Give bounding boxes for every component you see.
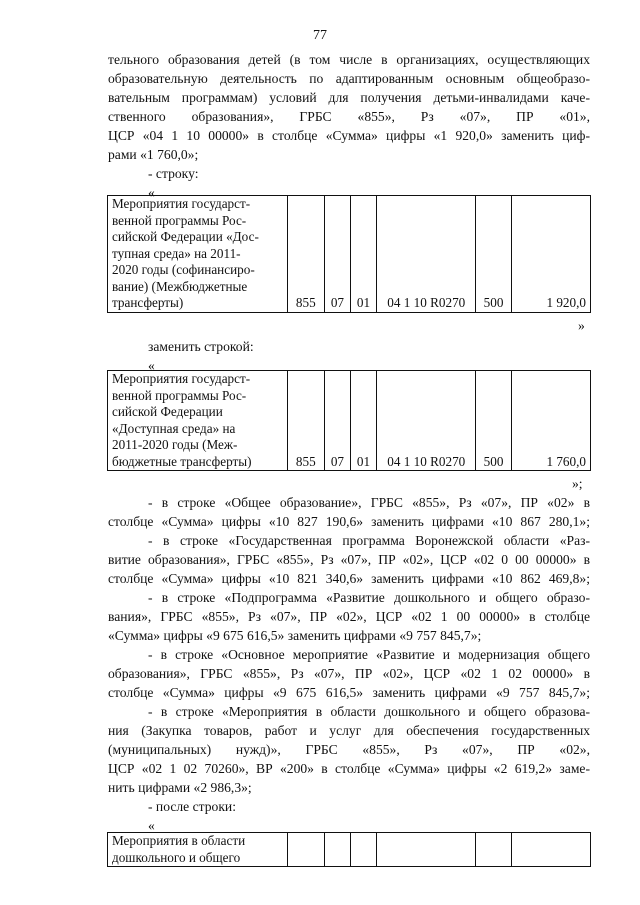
paragraph-line: вательным программам) условий для получения детьми-инвалидами каче- [108, 90, 590, 105]
paragraph-line: столбце «Сумма» цифры «10 821 340,6» заменить цифрами «10 862 469,8»; [108, 571, 590, 586]
table-cell-csr [377, 833, 476, 867]
paragraph-line: - в строке «Государственная программа Воронежской области «Раз- [148, 533, 590, 548]
paragraph-line: вания», ГРБС «855», Рз «07», ПР «02», ЦСР «02 1 00 00000» в столбце [108, 609, 590, 624]
paragraph-line: витие образования», ГРБС «855», Рз «07», ПР «02», ЦСР «02 0 00 00000» в [108, 552, 590, 567]
table-cell-vr: 500 [476, 196, 511, 313]
replace-label: заменить строкой: [148, 339, 254, 354]
row-label: - строку: [148, 166, 199, 181]
table-cell-rz: 07 [324, 196, 350, 313]
table-cell-name: Мероприятия в области дошкольного и общего [108, 833, 288, 867]
paragraph-line: тельного образования детей (в том числе в организациях, осуществляющих [108, 52, 590, 67]
open-quote: « [148, 185, 155, 200]
paragraph-line: рами «1 760,0»; [108, 147, 199, 162]
paragraph-line: столбце «Сумма» цифры «9 675 616,5» заменить цифрами «9 757 845,7»; [108, 685, 590, 700]
paragraph-line: нить цифрами «2 986,3»; [108, 780, 252, 795]
close-quote: »; [572, 476, 583, 491]
paragraph-line: - в строке «Подпрограмма «Развитие дошкольного и общего образо- [148, 590, 590, 605]
table-cell-sum: 1 920,0 [511, 196, 590, 313]
paragraph-line: ния (Закупка товаров, работ и услуг для обеспечения государственных [108, 723, 590, 738]
table-cell-csr: 04 1 10 R0270 [377, 196, 476, 313]
paragraph-line: - в строке «Основное мероприятие «Развитие и модернизация общего [148, 647, 590, 662]
table-cell-grbs: 855 [287, 196, 324, 313]
open-quote: « [148, 818, 155, 833]
after-label: - после строки: [148, 799, 236, 814]
paragraph-line: ЦСР «04 1 10 00000» в столбце «Сумма» цифры «1 920,0» заменить циф- [108, 128, 590, 143]
table-cell-sum [511, 833, 590, 867]
paragraph-line: - в строке «Мероприятия в области дошкольного и общего образова- [148, 704, 590, 719]
budget-table-old [107, 195, 591, 313]
paragraph-line: образования», ГРБС «855», Рз «07», ПР «02», ЦСР «02 1 02 00000» в [108, 666, 590, 681]
table-cell-name: Мероприятия государст- венной программы Рос- сийской Федерации «Дос- тупная среда» на 2011- 2020 годы (софинансиро- вание) (Межбюджетные трансферты) [108, 196, 288, 313]
table-cell-rz [324, 833, 350, 867]
paragraph-line: столбце «Сумма» цифры «10 827 190,6» заменить цифрами «10 867 280,1»; [108, 514, 590, 529]
table-cell-rz: 07 [324, 371, 350, 471]
close-quote: » [578, 318, 585, 333]
paragraph-line: (муниципальных) нужд)», ГРБС «855», Рз «07», ПР «02», [108, 742, 590, 757]
table-cell-name: Мероприятия государст- венной программы Рос- сийской Федерации «Доступная среда» на 2011-2020 годы (Меж- бюджетные трансферты) [108, 371, 288, 471]
paragraph-line: ственного образования», ГРБС «855», Рз «07», ПР «01», [108, 109, 590, 124]
table-cell-grbs: 855 [287, 371, 324, 471]
table-row [108, 196, 591, 313]
table-cell-pr [350, 833, 376, 867]
budget-table-after [107, 832, 591, 867]
table-cell-grbs [287, 833, 324, 867]
page-number: 77 [313, 28, 327, 43]
paragraph-line: ЦСР «02 1 02 70260», ВР «200» в столбце «Сумма» цифры «2 619,2» заме- [108, 761, 590, 776]
table-cell-sum: 1 760,0 [511, 371, 590, 471]
paragraph-line: образовательную деятельность по адаптированным основным общеобразо- [108, 71, 590, 86]
table-cell-csr: 04 1 10 R0270 [377, 371, 476, 471]
table-cell-pr: 01 [350, 196, 376, 313]
table-row [108, 833, 591, 867]
paragraph-line: - в строке «Общее образование», ГРБС «855», Рз «07», ПР «02» в [148, 495, 590, 510]
table-row [108, 371, 591, 471]
open-quote: « [148, 358, 155, 373]
table-cell-pr: 01 [350, 371, 376, 471]
budget-table-new [107, 370, 591, 471]
table-cell-vr [476, 833, 511, 867]
paragraph-line: «Сумма» цифры «9 675 616,5» заменить цифрами «9 757 845,7»; [108, 628, 482, 643]
table-cell-vr: 500 [476, 371, 511, 471]
